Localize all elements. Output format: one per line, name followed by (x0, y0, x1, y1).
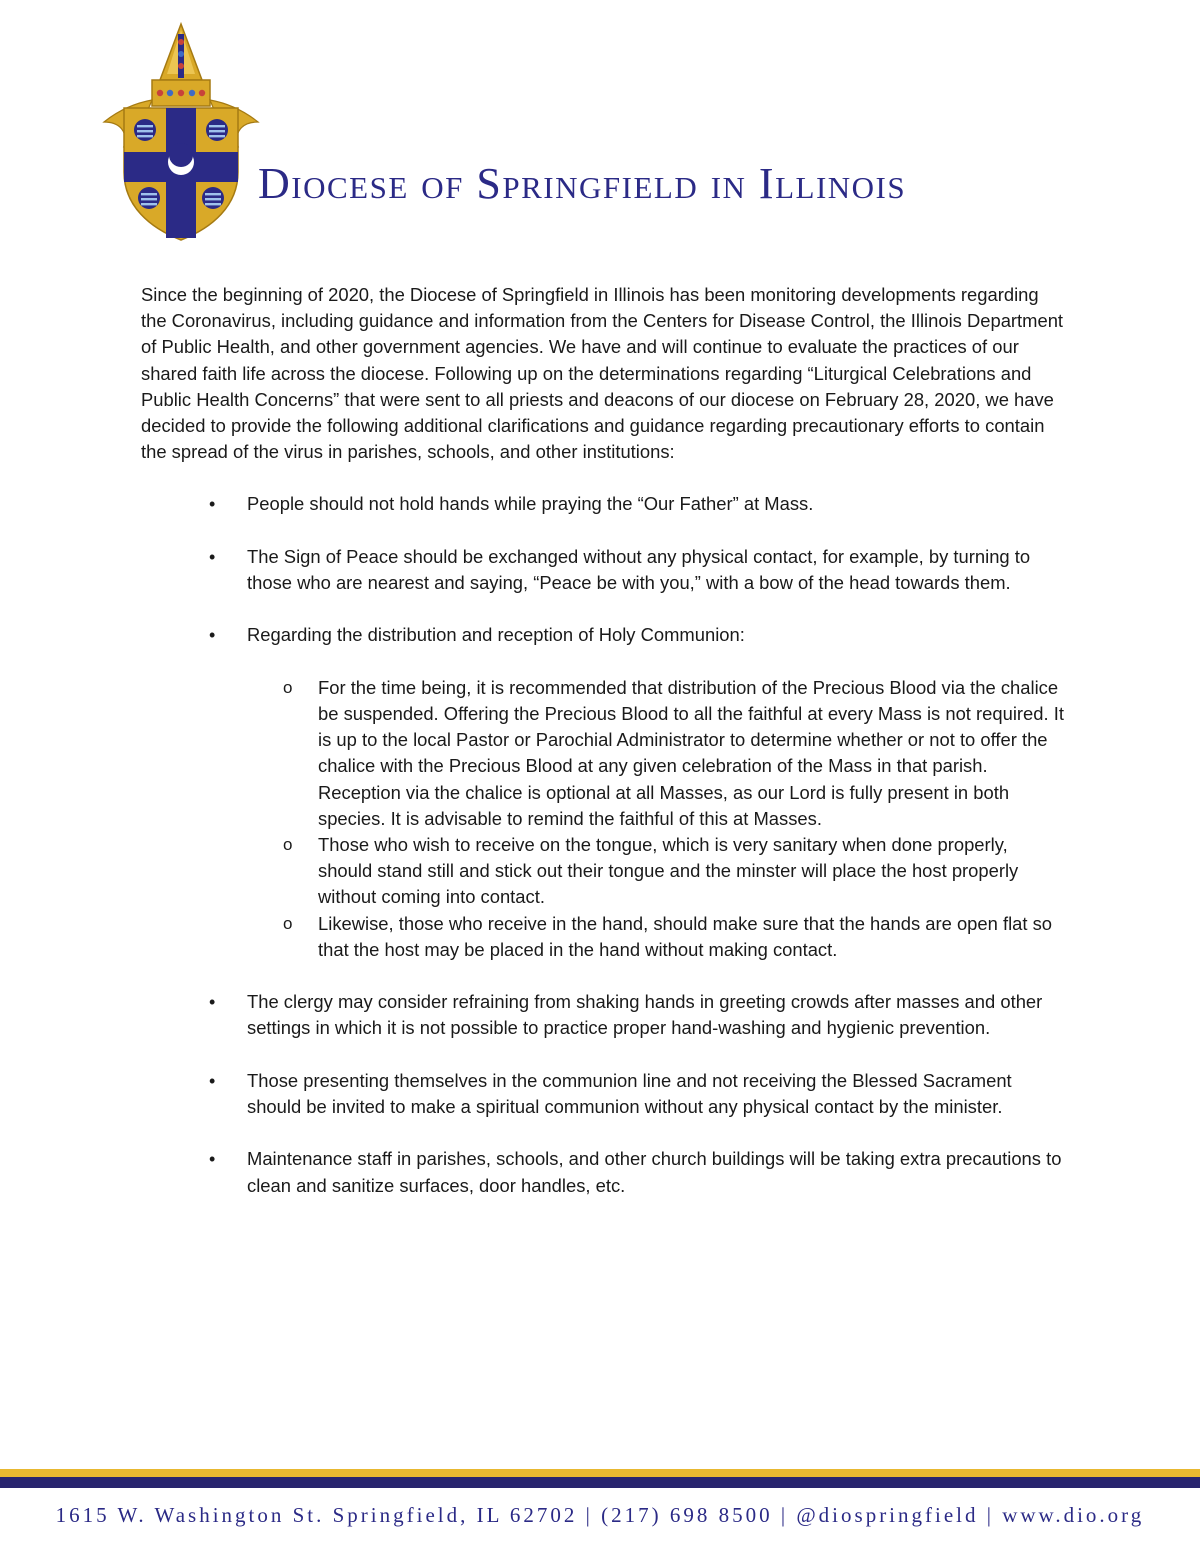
sublist-item (247, 675, 1066, 832)
list-item (141, 1146, 1066, 1198)
guidance-list (141, 491, 1066, 1198)
sublist-item-text: Likewise, those who receive in the hand, should make sure that the hands are open flat so that the host may be placed in the hand without making contact. (318, 912, 1053, 960)
list-item-text: The Sign of Peace should be exchanged without any physical contact, for example, by turning to those who are nearest and saying, “Peace be with you,” with a bow of the head towards them. (247, 545, 1031, 594)
sublist-item (247, 911, 1066, 963)
letterhead (100, 22, 1100, 247)
footer-divider-navy (0, 1477, 1200, 1488)
sublist-item (247, 832, 1066, 911)
list-item (141, 491, 1066, 517)
footer-website: www.dio.org (1002, 1503, 1145, 1527)
bullet-icon: • (209, 992, 216, 1013)
bullet-icon: • (209, 625, 216, 646)
list-item-text: The clergy may consider refraining from shaking hands in greeting crowds after masses and other settings in which it is not possible to practice proper hand-washing and hygienic prevention. (247, 991, 1043, 1039)
bullet-icon: • (209, 494, 216, 515)
intro-paragraph: Since the beginning of 2020, the Diocese of Springfield in Illinois has been monitoring developments regarding the Coronavirus, including guidance and information from the Centers for Disease Control, the Illinois Department of Public Health, and other government agencies. We have and will continue to evaluate the practices of our shared faith life across the diocese. Following up on the determinations regarding “Liturgical Celebrations and Public Health Concerns” that were sent to all priests and deacons of our diocese on February 28, 2020, we have decided to provide the following additional clarifications and guidance regarding precautionary efforts to contain the spread of the virus in parishes, schools, and other institutions: (141, 284, 1064, 463)
footer-divider-gold (0, 1469, 1200, 1477)
list-item-text: Maintenance staff in parishes, schools, and other church buildings will be taking extra precautions to clean and sanitize surfaces, door handles, etc. (247, 1148, 1062, 1196)
org-name: Diocese of Springfield in Illinois (258, 159, 907, 208)
list-item-text: Regarding the distribution and reception of Holy Communion: (247, 624, 745, 646)
diocesan-coat-of-arms-icon (100, 22, 262, 244)
footer-social: @diospringfield (796, 1503, 979, 1527)
footer-separator: | (585, 1503, 593, 1527)
footer-separator: | (780, 1503, 789, 1527)
bullet-icon: • (209, 1070, 216, 1091)
footer-phone: (217) 698 8500 (601, 1503, 773, 1527)
hollow-bullet-icon: o (283, 913, 293, 933)
bullet-icon: • (209, 1149, 216, 1170)
list-item (141, 622, 1066, 963)
hollow-bullet-icon: o (283, 835, 293, 855)
list-item (141, 544, 1066, 596)
list-item-text: People should not hold hands while praying the “Our Father” at Mass. (247, 493, 814, 515)
list-item (141, 989, 1066, 1041)
footer-address: 1615 W. Washington St. Springfield, IL 62702 (55, 1503, 578, 1527)
hollow-bullet-icon: o (283, 677, 293, 697)
communion-sublist (247, 675, 1066, 963)
letter-body (141, 282, 1066, 1225)
list-item (141, 1068, 1066, 1120)
list-item-text: Those presenting themselves in the communion line and not receiving the Blessed Sacrament should be invited to make a spiritual communion without any physical contact by the minister. (247, 1069, 1012, 1118)
sublist-item-text: For the time being, it is recommended that distribution of the Precious Blood via the chalice be suspended. Offering the Precious Blood to all the faithful at every Mass is not required. It is up to the local Pastor or Parochial Administrator to determine whether or not to offer the chalice with the Precious Blood at any given celebration of the Mass in that parish. Reception via the chalice is optional at all Masses, as our Lord is fully present in both species. It is advisable to remind the faithful of this at Masses. (318, 676, 1064, 829)
bullet-icon: • (209, 546, 216, 567)
footer-separator: | (986, 1503, 994, 1527)
sublist-item-text: Those who wish to receive on the tongue, which is very sanitary when done properly, should stand still and stick out their tongue and the minster will place the host properly without coming into contact. (318, 834, 1019, 908)
footer-contact (0, 1503, 1200, 1528)
